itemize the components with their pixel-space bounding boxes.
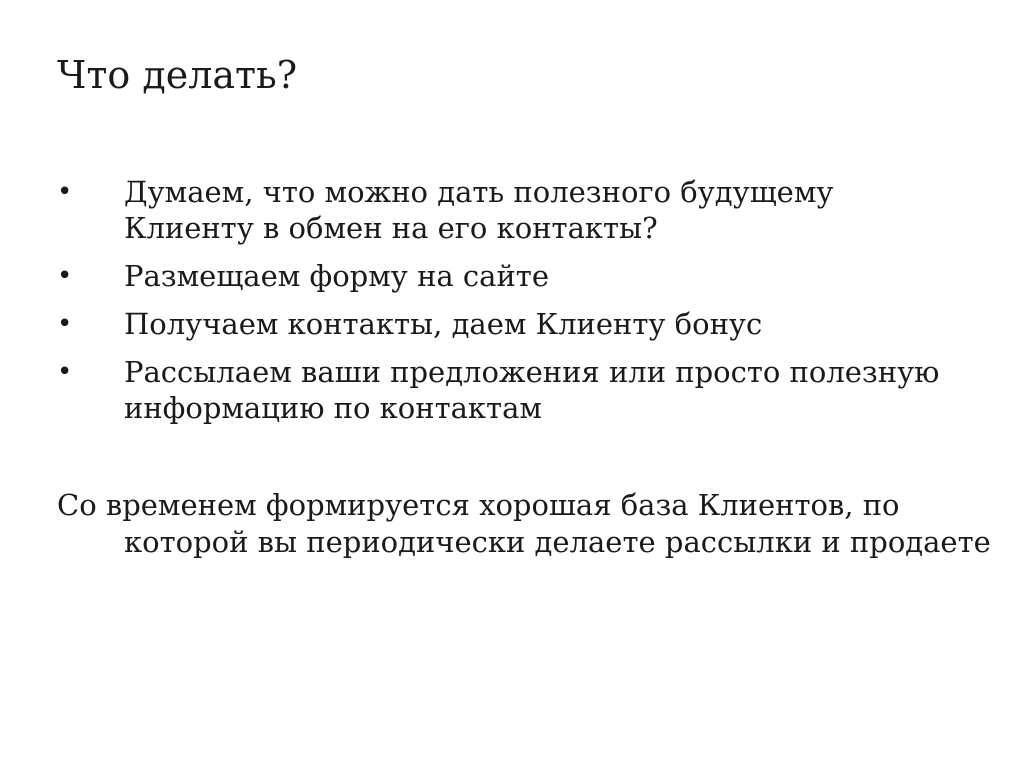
slide-title: Что делать? [57,53,298,97]
bullet-item [57,258,957,294]
bullet-item [57,306,957,342]
bullet-icon: • [57,177,73,207]
bullet-item [57,174,957,246]
bullet-icon: • [57,261,73,291]
bullet-list [57,174,957,438]
bullet-icon: • [57,309,73,339]
closing-paragraph: Со временем формируется хорошая база Клиентов, по которой вы периодически делаете рассылки и продаете [57,488,991,559]
bullet-text: Рассылаем ваши предложения или просто полезную информацию по контактам [124,355,940,425]
bullet-item [57,354,957,426]
bullet-text: Получаем контакты, даем Клиенту бонус [124,307,763,341]
bullet-text: Размещаем форму на сайте [124,259,549,293]
bullet-text: Думаем, что можно дать полезного будущему Клиенту в обмен на его контакты? [124,175,834,245]
bullet-icon: • [57,357,73,387]
